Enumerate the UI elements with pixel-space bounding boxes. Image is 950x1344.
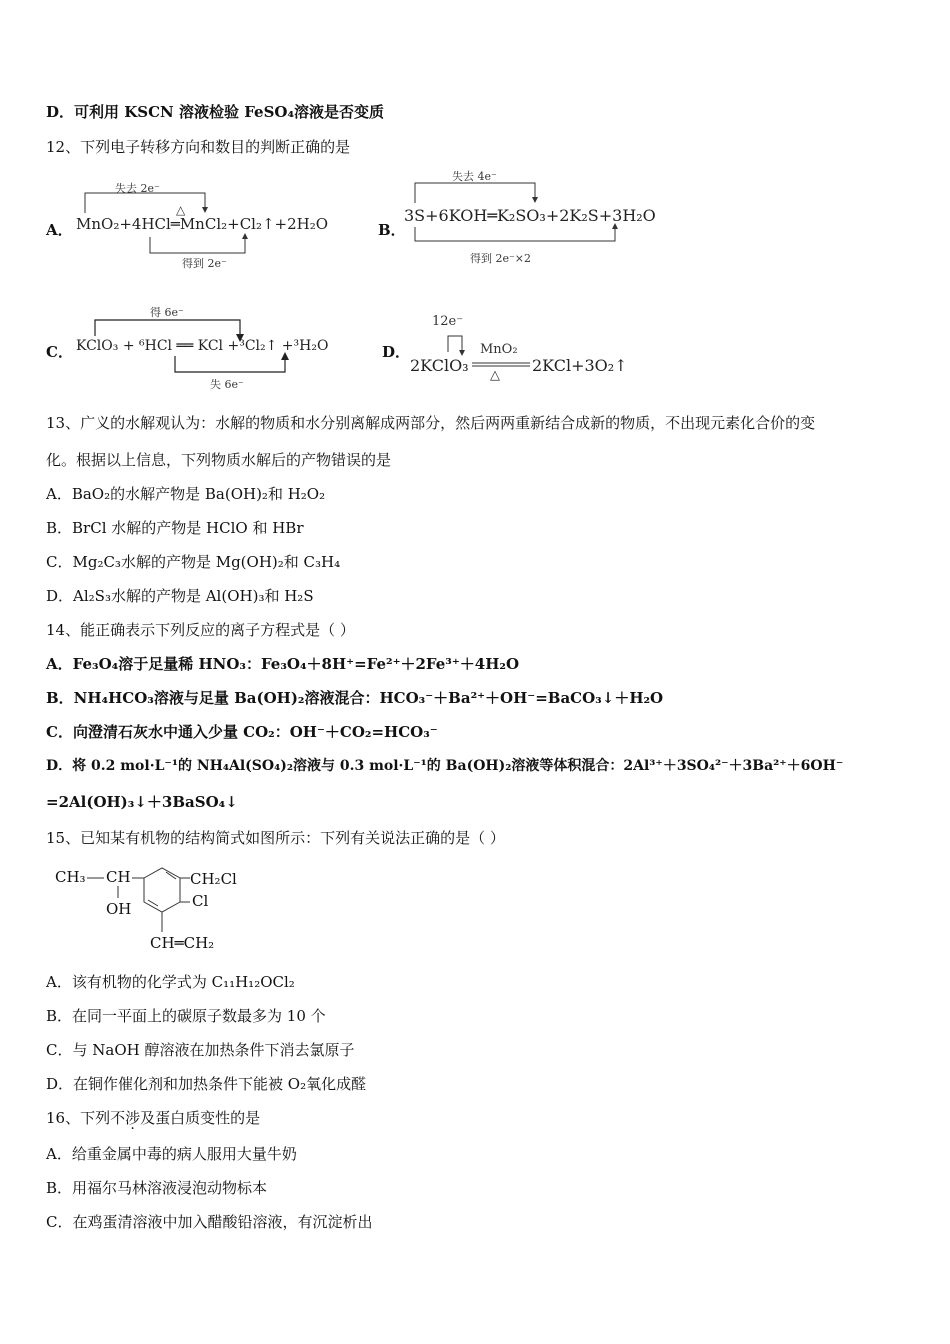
q12-d-top-label: 12e⁻ — [432, 314, 464, 329]
q12-d-cond-bottom: △ — [490, 368, 500, 383]
q16-stem-post: 蛋白质变性的是 — [155, 1109, 261, 1127]
q14-option-d-line1: D．将 0.2 mol·L⁻¹的 NH₄Al(SO₄)₂溶液与 0.3 mol·L⁻¹的 Ba(OH)₂溶液等体积混合：2Al³⁺＋3SO₄²⁻＋3Ba²⁺＋6OH⁻ — [46, 758, 844, 774]
struct-vinyl: CH═CH₂ — [150, 934, 215, 952]
q12-b-bottom-label: 得到 2e⁻×2 — [470, 252, 532, 265]
q13-option-d: D．Al₂S₃水解的产物是 Al(OH)₃和 H₂S — [46, 587, 314, 605]
q16-stem-pre: 16、下列 — [46, 1109, 111, 1127]
q13-option-a: A．BaO₂的水解产物是 Ba(OH)₂和 H₂O₂ — [46, 485, 326, 503]
q12-b-top-label: 失去 4e⁻ — [452, 170, 497, 183]
q12-c-label: C． — [46, 343, 73, 361]
q12-a-label: A． — [46, 221, 73, 239]
q14-option-d-line2: =2Al(OH)₃↓＋3BaSO₄↓ — [46, 793, 238, 811]
q12-a-condition: △ — [176, 203, 186, 217]
q13-option-b: B．BrCl 水解的产物是 HClO 和 HBr — [46, 519, 304, 537]
struct-ch2cl: CH₂Cl — [190, 870, 237, 888]
q11-option-d: D．可利用 KSCN 溶液检验 FeSO₄溶液是否变质 — [46, 103, 385, 121]
q12-a-top-label: 失去 2e⁻ — [115, 182, 160, 195]
q12-c-equation: KClO₃ + ⁶HCl ══ KCl +³Cl₂↑ +³H₂O — [76, 338, 329, 354]
q13-option-c: C．Mg₂C₃水解的产物是 Mg(OH)₂和 C₃H₄ — [46, 553, 341, 571]
q12-stem: 12、下列电子转移方向和数目的判断正确的是 — [46, 138, 351, 156]
q16-stem — [46, 1108, 260, 1128]
struct-cl: Cl — [192, 892, 209, 910]
struct-oh: OH — [106, 900, 132, 918]
q14-option-a: A．Fe₃O₄溶于足量稀 HNO₃：Fe₃O₄＋8H⁺=Fe²⁺＋2Fe³⁺＋4H₂O — [46, 655, 520, 673]
q12-c-top-label: 得 6e⁻ — [150, 306, 184, 319]
q12-d-eq-left: 2KClO₃ — [410, 356, 469, 375]
q12-d-label: D． — [382, 343, 411, 361]
q15-structure — [52, 860, 272, 960]
q12-b-equation: 3S+6KOH═K₂SO₃+2K₂S+3H₂O — [404, 206, 656, 225]
q13-stem-line2: 化。根据以上信息，下列物质水解后的产物错误的是 — [46, 451, 392, 469]
q14-stem: 14、能正确表示下列反应的离子方程式是（ ） — [46, 621, 355, 639]
q16-option-c: C．在鸡蛋清溶液中加入醋酸铅溶液，有沉淀析出 — [46, 1213, 373, 1231]
q12-d-cond-top: MnO₂ — [480, 342, 518, 357]
q16-option-b: B．用福尔马林溶液浸泡动物标本 — [46, 1179, 268, 1197]
q15-option-d: D．在铜作催化剂和加热条件下能被 O₂氧化成醛 — [46, 1075, 367, 1093]
struct-ch3: CH₃ — [55, 868, 86, 886]
q15-option-a: A．该有机物的化学式为 C₁₁H₁₂OCl₂ — [46, 973, 295, 991]
q13-stem-line1: 13、广义的水解观认为：水解的物质和水分别离解成两部分，然后两两重新结合成新的物质，不出现元素化合价的变 — [46, 414, 816, 432]
q12-a-bottom-label: 得到 2e⁻ — [182, 257, 227, 270]
q12-c-bottom-label: 失 6e⁻ — [210, 378, 244, 391]
q14-option-b: B．NH₄HCO₃溶液与足量 Ba(OH)₂溶液混合：HCO₃⁻＋Ba²⁺＋OH⁻=BaCO₃↓＋H₂O — [46, 689, 664, 707]
q12-a-equation: MnO₂+4HCl═MnCl₂+Cl₂↑+2H₂O — [76, 215, 329, 233]
q16-stem-emphasis: 不涉及 — [110, 1109, 156, 1127]
q15-option-c: C．与 NaOH 醇溶液在加热条件下消去氯原子 — [46, 1041, 355, 1059]
q14-option-c: C．向澄清石灰水中通入少量 CO₂：OH⁻＋CO₂=HCO₃⁻ — [46, 723, 438, 741]
q12-b-label: B． — [378, 221, 406, 239]
struct-ch: CH — [106, 868, 131, 886]
q12-d-eq-right: 2KCl+3O₂↑ — [532, 356, 628, 375]
q15-option-b: B．在同一平面上的碳原子数最多为 10 个 — [46, 1007, 326, 1025]
q15-stem: 15、已知某有机物的结构简式如图所示：下列有关说法正确的是（ ） — [46, 829, 505, 847]
q16-option-a: A．给重金属中毒的病人服用大量牛奶 — [46, 1145, 297, 1163]
